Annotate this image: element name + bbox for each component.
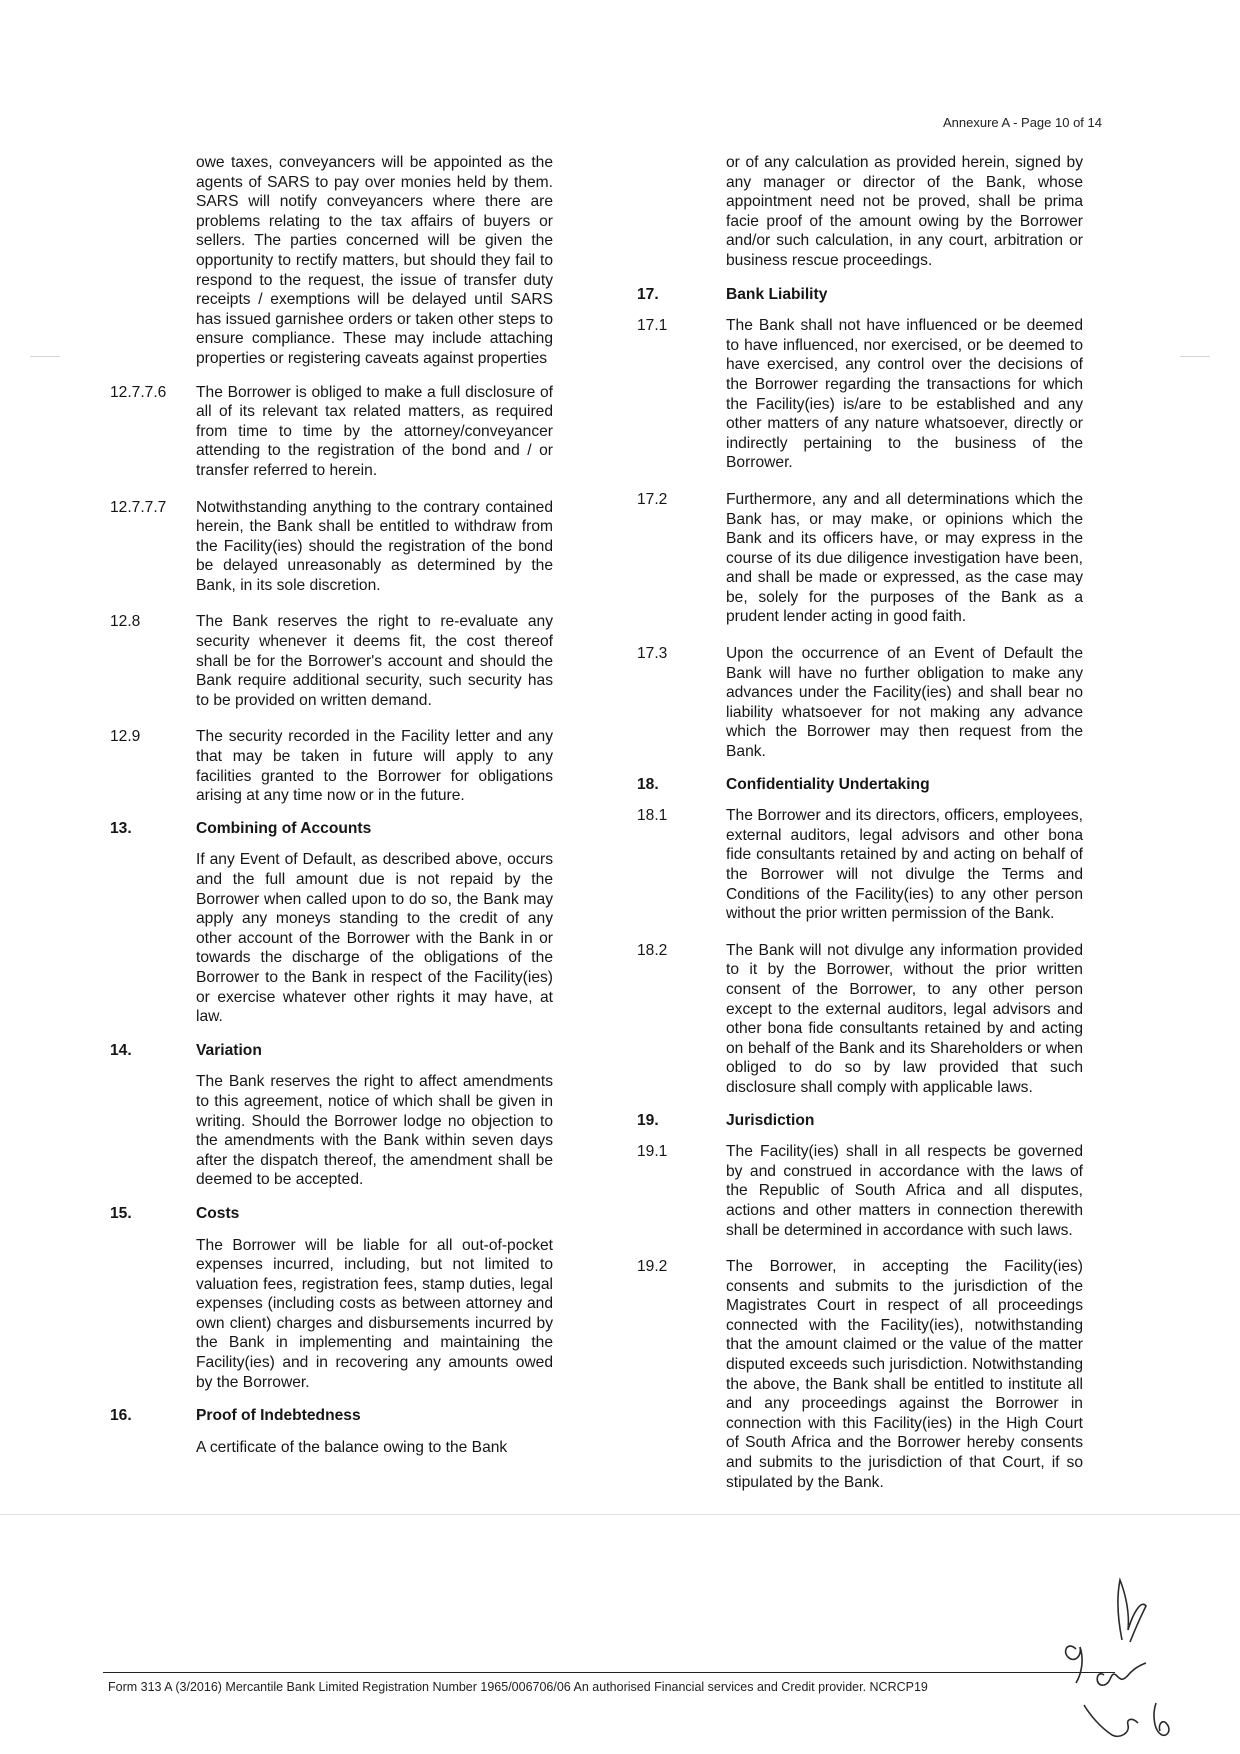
clause-number: 18.1 — [637, 807, 668, 825]
clause-text: The Facility(ies) shall in all respects be governed by and construed in accordance with the laws of the Republic of South Africa and all disputes, actions and other matters in connection therewith shall be determined in accordance with such laws. — [726, 1143, 1083, 1239]
clause-text: The Borrower and its directors, officers, employees, external auditors, legal advisors and other bona fide consultants retained by and acting on behalf of the Borrower will not divulge the Terms and Conditions of the Facility(ies) to any other person without the prior written permission of the Bank. — [726, 807, 1083, 923]
clause-number: 12.7.7.6 — [110, 383, 167, 401]
clause-number: 17.3 — [637, 645, 668, 663]
section-title: Combining of Accounts — [196, 819, 372, 837]
section-16-body: A certificate of the balance owing to the Bank — [196, 1438, 508, 1456]
clause-12-9 — [110, 727, 553, 805]
left-paragraph-sars: owe taxes, conveyancers will be appointed as the agents of SARS to pay over monies held by them. SARS will notify conveyancers where there are problems relating to the tax affairs of buyers or sellers. The parties concerned will be given the opportunity to rectify matters, but should they fail to respond to the request, the issue of transfer duty receipts / exemptions will be delayed until SARS has issued garnishee orders or taken other steps to ensure compliance. These may include attaching properties or registering caveats against properties — [196, 154, 553, 367]
margin-tick-right — [1180, 356, 1210, 357]
clause-text: Upon the occurrence of an Event of Default the Bank will have no further obligation to make any advances under the Facility(ies) and shall bear no liability whatsoever for not making any advance which the Borrower may then request from the Bank. — [726, 645, 1083, 761]
clause-number: 18.2 — [637, 941, 668, 959]
clause-18-2 — [637, 941, 1083, 1098]
section-18-heading — [637, 775, 1083, 795]
section-16-heading — [110, 1406, 553, 1426]
clause-17-1 — [637, 316, 1083, 473]
clause-text: Furthermore, any and all determinations which the Bank has, or may make, or opinions which the Bank and its officers have, or may express in the course of its due diligence investigation have been, and shall be made or expressed, as the case may be, solely for the purposes of the Bank as a prudent lender acting in good faith. — [726, 490, 1083, 626]
section-number: 18. — [637, 775, 659, 793]
clause-number: 12.9 — [110, 728, 141, 746]
section-number: 19. — [637, 1111, 659, 1129]
section-title: Jurisdiction — [726, 1111, 815, 1129]
section-13-body: If any Event of Default, as described above, occurs and the full amount due is not repaid by the Borrower when called upon to do so, the Bank may apply any moneys standing to the credit of any other account of the Borrower with the Bank in or towards the discharge of the obligations of the Borrower to the Bank in respect of the Facility(ies) or exercise whatever other rights it may have, at law. — [196, 851, 553, 1026]
clause-19-1 — [637, 1142, 1083, 1240]
section-17-heading — [637, 285, 1083, 305]
clause-17-3 — [637, 644, 1083, 762]
clause-number: 17.2 — [637, 490, 668, 508]
section-title: Bank Liability — [726, 285, 828, 303]
clause-12-8 — [110, 612, 553, 710]
handwritten-initials-footer — [1060, 1635, 1180, 1750]
section-15-body: The Borrower will be liable for all out-of-pocket expenses incurred, including, but not limited to valuation fees, registration fees, stamp duties, legal expenses (including costs as between attorney and own client) charges and disbursements incurred by the Bank in implementing and maintaining the Facility(ies) and in recovering any amounts owed by the Borrower. — [196, 1236, 553, 1391]
footer-divider — [103, 1672, 1115, 1673]
section-number: 15. — [110, 1204, 132, 1222]
right-column — [637, 153, 1083, 1509]
clause-text: The Borrower, in accepting the Facility(ies) consents and submits to the jurisdiction of the Magistrates Court in respect of all proceedings connected with the Facility(ies), notwithstanding that the amount claimed or the value of the matter disputed exceeds such jurisdiction. Notwithstanding the above, the Bank shall be entitled to institute all and any proceedings against the Borrower in connection with this Facility(ies) in the High Court of South Africa and the Borrower hereby consents and submits to the jurisdiction of that Court, if so stipulated by the Bank. — [726, 1258, 1083, 1491]
clause-number: 19.1 — [637, 1143, 668, 1161]
section-title: Proof of Indebtedness — [196, 1407, 361, 1425]
section-number: 13. — [110, 819, 132, 837]
left-column — [110, 153, 553, 1471]
section-13-heading — [110, 819, 553, 839]
clause-text: The Bank will not divulge any information provided to it by the Borrower, without the prior written consent of the Borrower, to any other person except to the external auditors, legal advisors and other bona fide consultants retained by and acting on behalf of the Bank and its Shareholders or when obliged to do so by law provided that such disclosure shall comply with applicable laws. — [726, 941, 1083, 1096]
footer-text: Form 313 A (3/2016) Mercantile Bank Limited Registration Number 1965/006706/06 An authorised Financial services and Credit provider. NCRCP19 — [108, 1680, 928, 1694]
clause-12-7-7-6 — [110, 383, 553, 481]
clause-text: The security recorded in the Facility letter and any that may be taken in future will apply to any facilities granted to the Borrower for obligations arising at any time now or in the future. — [196, 728, 553, 805]
clause-text: The Borrower is obliged to make a full disclosure of all of its relevant tax related matters, as required from time to time by the attorney/conveyancer attending to the registration of the bond and / or transfer referred to herein. — [196, 383, 553, 479]
page-number-label: Annexure A - Page 10 of 14 — [942, 115, 1102, 130]
margin-tick-left — [30, 356, 60, 357]
section-15-heading — [110, 1204, 553, 1224]
clause-18-1 — [637, 806, 1083, 924]
clause-number: 12.8 — [110, 613, 141, 631]
clause-text: Notwithstanding anything to the contrary contained herein, the Bank shall be entitled to withdraw from the Facility(ies) should the registration of the bond be delayed unreasonably as determined by the Bank, in its sole discretion. — [196, 498, 553, 594]
section-19-heading — [637, 1111, 1083, 1131]
section-14-body: The Bank reserves the right to affect amendments to this agreement, notice of which shall be given in writing. Should the Borrower lodge no objection to the amendments with the Bank within seven days after the dispatch thereof, the amendment shall be deemed to be accepted. — [196, 1073, 553, 1189]
right-paragraph-certificate: or of any calculation as provided herein, signed by any manager or director of the Bank, whose appointment need not be proved, shall be prima facie proof of the amount owing by the Borrower and/or such calculation, in any court, arbitration or business rescue proceedings. — [726, 154, 1083, 269]
clause-text: The Bank shall not have influenced or be deemed to have influenced, nor exercised, or be deemed to have exercised, any control over the decisions of the Borrower regarding the transactions for which the Facility(ies) is/are to be established and any other matters of any nature whatsoever, directly or indirectly pertaining to the business of the Borrower. — [726, 317, 1083, 472]
clause-19-2 — [637, 1257, 1083, 1492]
section-number: 16. — [110, 1407, 132, 1425]
clause-number: 12.7.7.7 — [110, 498, 167, 516]
scan-crease-line — [0, 1514, 1240, 1515]
section-14-heading — [110, 1041, 553, 1061]
clause-number: 19.2 — [637, 1258, 668, 1276]
section-number: 17. — [637, 285, 659, 303]
section-title: Variation — [196, 1041, 262, 1059]
section-number: 14. — [110, 1041, 132, 1059]
clause-text: The Bank reserves the right to re-evaluate any security whenever it deems fit, the cost thereof shall be for the Borrower's account and should the Bank require additional security, such security has to be provided on written demand. — [196, 613, 553, 709]
clause-12-7-7-7 — [110, 498, 553, 596]
clause-number: 17.1 — [637, 317, 668, 335]
section-title: Confidentiality Undertaking — [726, 775, 930, 793]
clause-17-2 — [637, 490, 1083, 627]
section-title: Costs — [196, 1204, 240, 1222]
